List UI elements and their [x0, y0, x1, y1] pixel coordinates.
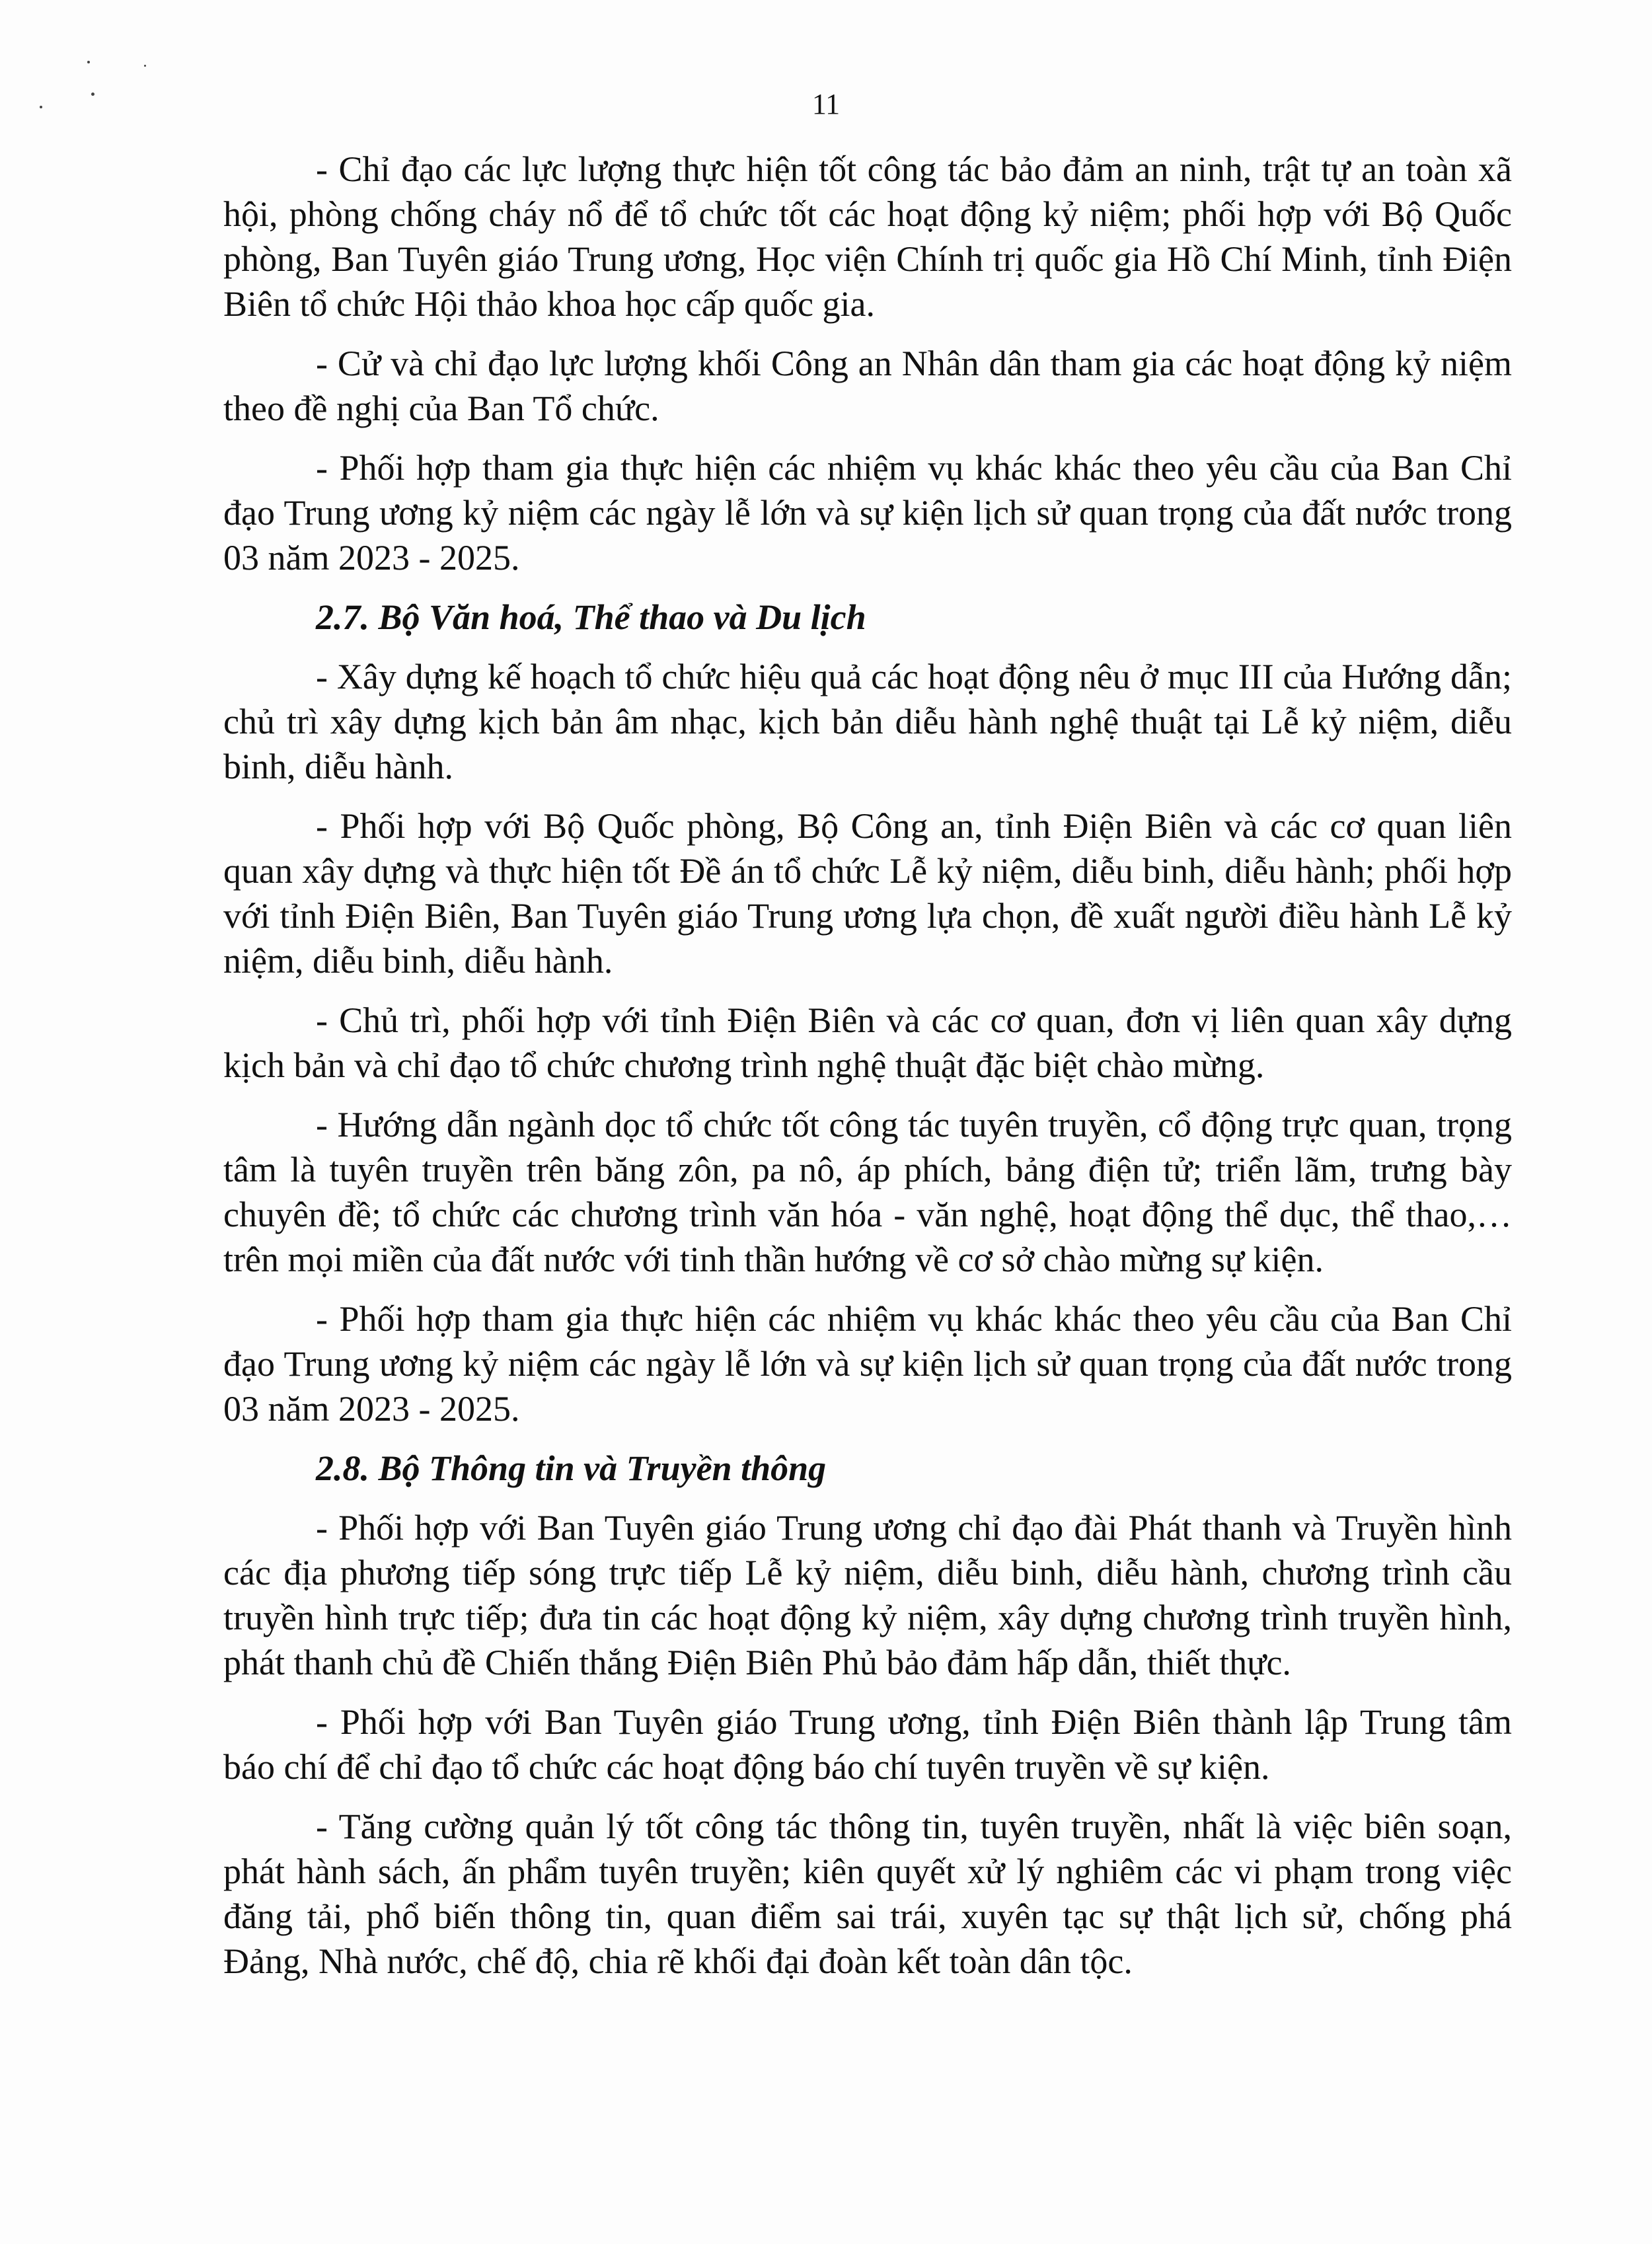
paragraph: - Hướng dẫn ngành dọc tổ chức tốt công tác tuyên truyền, cổ động trực quan, trọng tâm là tuyên truyền trên băng zôn, pa nô, áp phích, bảng điện tử; triển lãm, trưng bày chuyên đề; tổ chức các chương trình văn hóa - văn nghệ, hoạt động thể dục, thể thao,… trên mọi miền của đất nước với tinh thần hướng về cơ sở chào mừng sự kiện. — [223, 1105, 1512, 1279]
paragraph: - Xây dựng kế hoạch tổ chức hiệu quả các hoạt động nêu ở mục III của Hướng dẫn; chủ trì xây dựng kịch bản âm nhạc, kịch bản diễu hành nghệ thuật tại Lễ kỷ niệm, diễu binh, diễu hành. — [223, 657, 1512, 786]
paragraph: - Chủ trì, phối hợp với tỉnh Điện Biên và các cơ quan, đơn vị liên quan xây dựng kịch bản và chỉ đạo tổ chức chương trình nghệ thuật đặc biệt chào mừng. — [223, 1000, 1512, 1085]
paragraph: - Phối hợp với Ban Tuyên giáo Trung ương, tỉnh Điện Biên thành lập Trung tâm báo chí để chỉ đạo tổ chức các hoạt động báo chí tuyên truyền về sự kiện. — [223, 1702, 1512, 1787]
paragraph: - Chỉ đạo các lực lượng thực hiện tốt công tác bảo đảm an ninh, trật tự an toàn xã hội, phòng chống cháy nổ để tổ chức tốt các hoạt động kỷ niệm; phối hợp với Bộ Quốc phòng, Ban Tuyên giáo Trung ương, Học viện Chính trị quốc gia Hồ Chí Minh, tỉnh Điện Biên tổ chức Hội thảo khoa học cấp quốc gia. — [223, 149, 1512, 324]
scan-speck — [144, 65, 146, 67]
scan-speck — [87, 61, 90, 63]
paragraph: - Tăng cường quản lý tốt công tác thông tin, tuyên truyền, nhất là việc biên soạn, phát hành sách, ấn phẩm tuyên truyền; kiên quyết xử lý nghiêm các vi phạm trong việc đăng tải, phổ biến thông tin, quan điểm sai trái, xuyên tạc sự thật lịch sử, chống phá Đảng, Nhà nước, chế độ, chia rẽ khối đại đoàn kết toàn dân tộc. — [223, 1807, 1512, 1981]
paragraph: - Phối hợp tham gia thực hiện các nhiệm vụ khác khác theo yêu cầu của Ban Chỉ đạo Trung ương kỷ niệm các ngày lễ lớn và sự kiện lịch sử quan trọng của đất nước trong 03 năm 2023 - 2025. — [223, 448, 1512, 578]
paragraph: - Cử và chỉ đạo lực lượng khối Công an Nhân dân tham gia các hoạt động kỷ niệm theo đề nghị của Ban Tổ chức. — [223, 344, 1512, 428]
paragraph: - Phối hợp tham gia thực hiện các nhiệm vụ khác khác theo yêu cầu của Ban Chỉ đạo Trung ương kỷ niệm các ngày lễ lớn và sự kiện lịch sử quan trọng của đất nước trong 03 năm 2023 - 2025. — [223, 1299, 1512, 1429]
document-body — [223, 147, 1512, 1998]
section-heading: 2.7. Bộ Văn hoá, Thể thao và Du lịch — [316, 597, 866, 637]
paragraph: - Phối hợp với Bộ Quốc phòng, Bộ Công an, tỉnh Điện Biên và các cơ quan liên quan xây dựng và thực hiện tốt Đề án tổ chức Lễ kỷ niệm, diễu binh, diễu hành; phối hợp với tỉnh Điện Biên, Ban Tuyên giáo Trung ương lựa chọn, đề xuất người điều hành Lễ kỷ niệm, diễu binh, diễu hành. — [223, 806, 1512, 981]
section-heading: 2.8. Bộ Thông tin và Truyền thông — [316, 1448, 827, 1488]
paragraph: - Phối hợp với Ban Tuyên giáo Trung ương chỉ đạo đài Phát thanh và Truyền hình các địa phương tiếp sóng trực tiếp Lễ kỷ niệm, diễu binh, diễu hành, chương trình cầu truyền hình trực tiếp; đưa tin các hoạt động kỷ niệm, xây dựng chương trình truyền hình, phát thanh chủ đề Chiến thắng Điện Biên Phủ bảo đảm hấp dẫn, thiết thực. — [223, 1508, 1512, 1682]
page-number: 11 — [811, 88, 841, 120]
